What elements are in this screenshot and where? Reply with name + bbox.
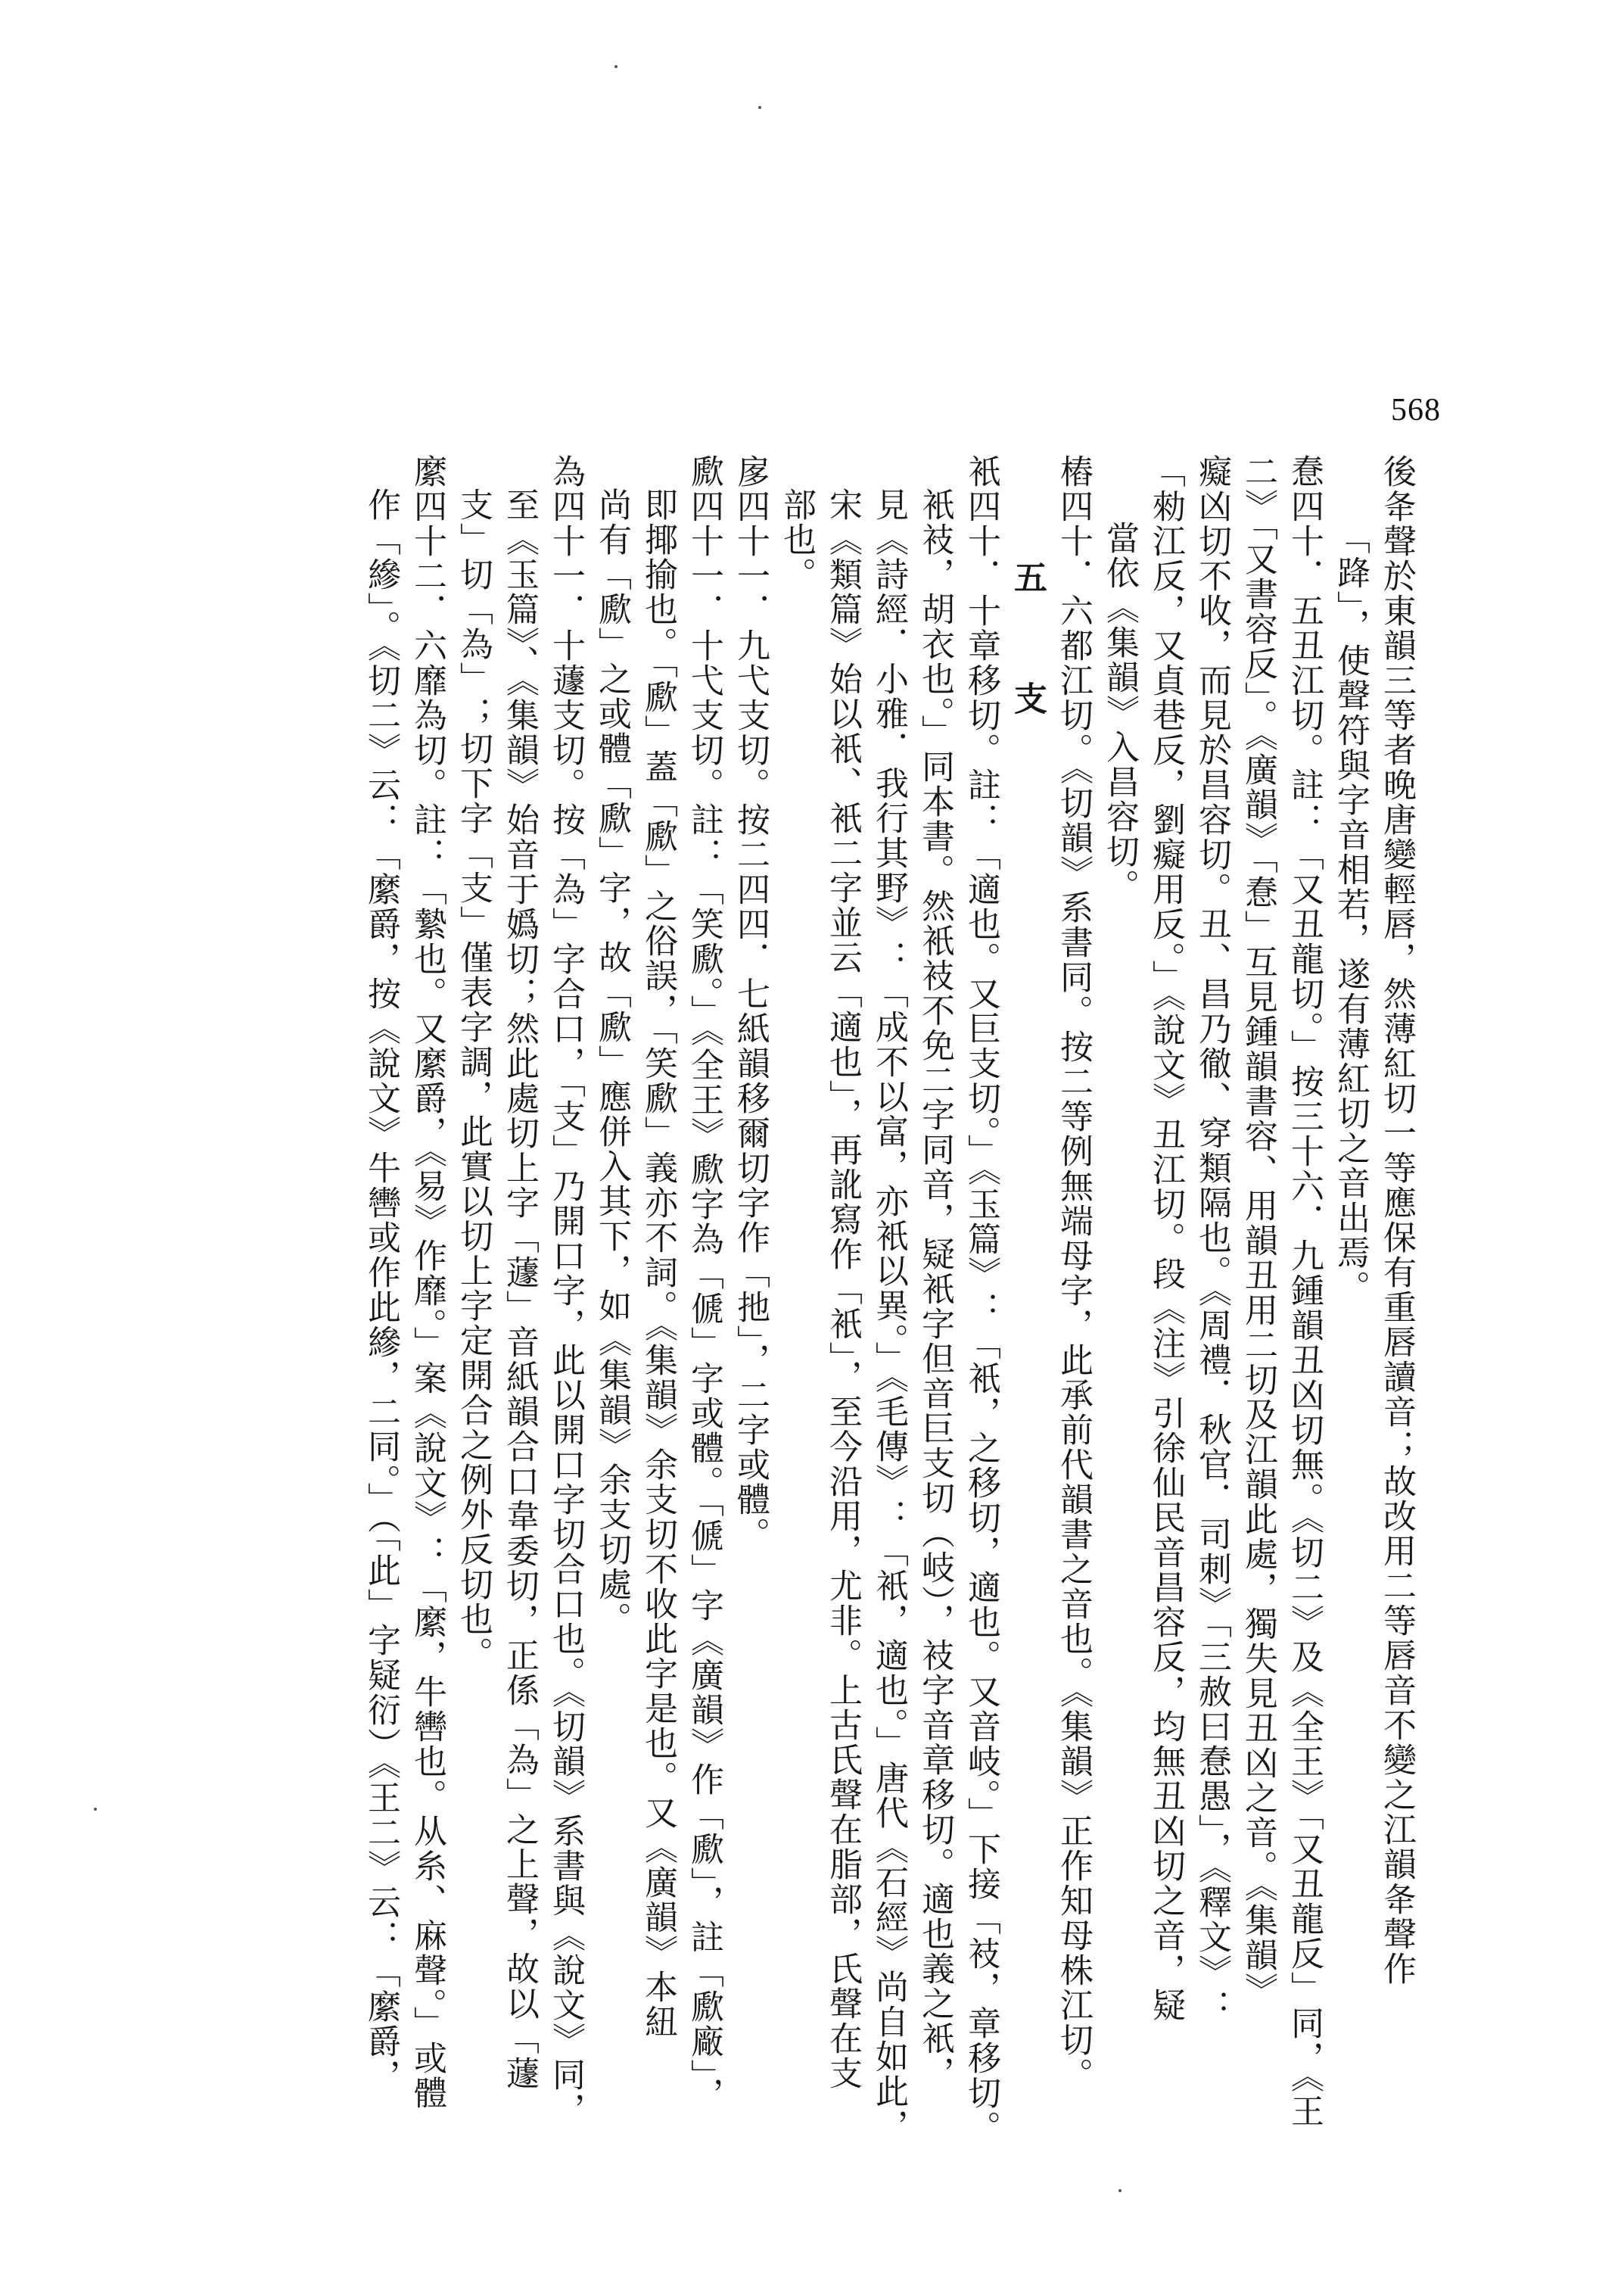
text-column: 即揶揄也。「歋」蓋「歋」之俗誤，「笑歋」義亦不詞。《集韻》余支切不收此字是也。又《廣韻》本紐 — [639, 487, 677, 2039]
text-column: 樁四十．六都江切。《切韻》系書同。按二等例無端母字，此承前代韻書之音也。《集韻》正作知母株江切。 — [1054, 454, 1093, 2092]
text-column: 為四十一．十蘧支切。按「為」字合口，「支」乃開口字，此以開口字切合口也。《切韻》系書與《說文》同， — [546, 454, 585, 2127]
text-column: 部也。 — [777, 487, 816, 592]
text-column: 衹衼，胡衣也。」同本書。然衹衼不免二字同音，疑衹字但音巨支切（岐），衼字音章移切。適也義之衹， — [916, 487, 954, 2091]
text-column: 歋四十一．十弋支切。註：「笑歋。」《全王》歋字為「傂」字或體。「傂」字《廣韻》作「歋」，註「歋廠」， — [685, 454, 723, 2112]
scan-speck — [758, 106, 761, 109]
text-column: 惷四十．五丑江切。註：「又丑龍切。」按三十六．九鍾韻丑凶切無。《切二》及《全王》「又丑龍反」同，《王 — [1285, 454, 1324, 2129]
text-column: 支」切「為」；切下字「支」僅表字調，此實以切上字定開合之例外反切也。 — [454, 487, 493, 1671]
scan-speck — [94, 1808, 97, 1811]
section-heading: 五 支 — [1008, 560, 1047, 742]
scan-speck — [1118, 2189, 1122, 2192]
text-column: 作「縿」。《切二》云：「縻爵，按《說文》牛轡或作此縿，二同。」（「此」字疑衍）《王二》云：「縻爵， — [362, 487, 400, 2094]
text-column: 癡凶切不收，而見於昌容切。丑、昌乃徹、穿類隔也。《周禮．秋官．司刺》「三赦曰惷愚」，《釋文》： — [1193, 454, 1231, 2024]
text-column: 「勑江反，又貞巷反，劉癡用反。」《說文》丑江切。段《注》引徐仙民音昌容反，均無丑凶切之音，疑 — [1146, 454, 1185, 2023]
text-column: 宋《類篇》始以衹、衹二字並云「適也」，再訛寫作「衹」，至今沿用，尤非。上古氏聲在脂部，氏聲在支 — [823, 487, 862, 2091]
text-column: 「跭」，使聲符與字音相若，遂有薄紅切之音出焉。 — [1331, 521, 1370, 1305]
text-column: 見《詩經．小雅．我行其野》：「成不以富，亦衹以異。」《毛傳》：「衹，適也。」唐代《石經》尚自如此， — [870, 487, 908, 2144]
page-number: 568 — [1391, 393, 1441, 428]
text-column: 扅四十一．九弋支切。按二四四．七紙韻移爾切字作「扡」，二字或體。 — [731, 454, 770, 1552]
text-column: 尚有「歋」之或體「歋」字，故「歋」應併入其下，如《集韻》余支切處。 — [593, 487, 631, 1637]
text-column: 當依《集韻》入昌容切。 — [1100, 521, 1139, 904]
text-column: 衹四十．十章移切。註：「適也。又巨支切。」《玉篇》：「衹，之移切，適也。又音岐。」下接「衼，章移切。 — [962, 454, 1000, 2145]
text-column: 縻四十二．六靡為切。註：「縶也。又縻爵，《易》作靡。」案《說文》：「縻，牛轡也。从糸、麻聲。」或體 — [408, 454, 446, 2110]
text-column: 後夅聲於東韻三等者晚唐變輕唇，然薄紅切一等應保有重唇讀音；故改用二等唇音不變之江韻夅聲作 — [1377, 454, 1416, 1986]
text-column: 二》「又書容反」。《廣韻》「惷」互見鍾韻書容、用韻丑用二切及江韻此處，獨失見丑凶之音。《集韻》 — [1239, 454, 1277, 2007]
text-column: 至《玉篇》、《集韻》始音于嬀切；然此處切上字「蘧」音紙韻合口韋委切，正係「為」之上聲，故以「蘧 — [500, 487, 539, 2091]
scan-speck — [614, 65, 618, 68]
body-text — [285, 454, 1420, 2145]
